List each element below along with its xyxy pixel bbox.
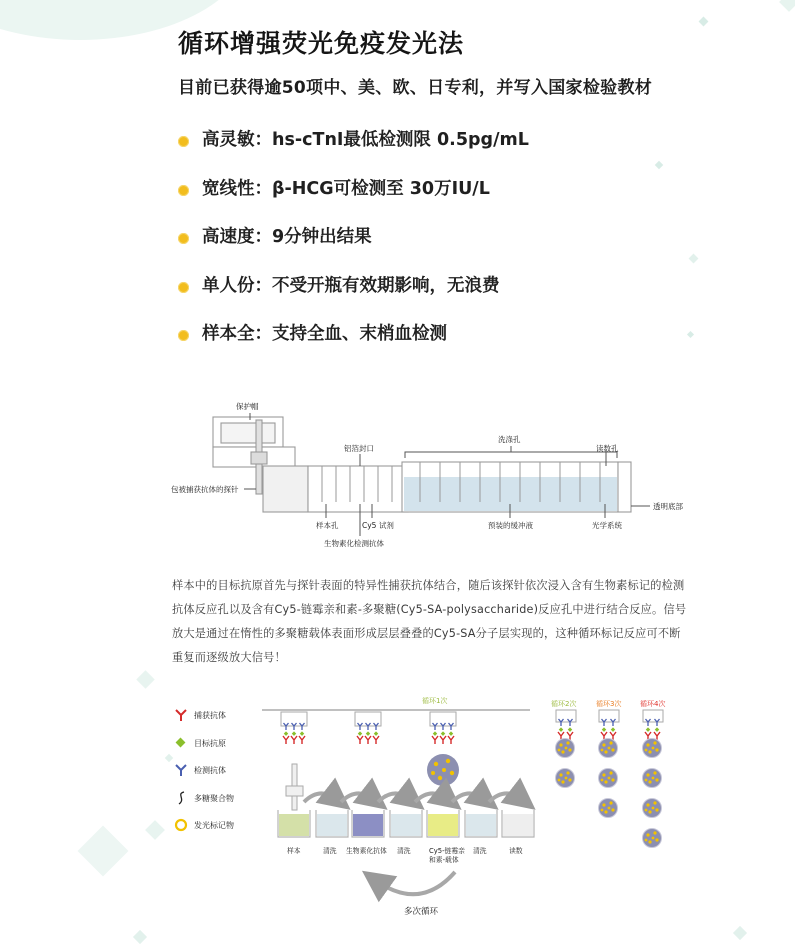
antibody-cluster	[283, 723, 454, 744]
feature-text: 宽线性：β-HCG可检测至 30万IU/L	[202, 178, 490, 199]
page-subtitle: 目前已获得逾50项中、美、欧、日专利，并写入国家检验教材	[178, 78, 653, 98]
page-title: 循环增强荧光免疫发光法	[178, 29, 465, 58]
cycle2-label: 循环2次	[551, 700, 577, 708]
cycle-diagram	[0, 690, 795, 947]
cycle1-label: 循环1次	[422, 697, 448, 705]
cap-label: 保护帽	[236, 402, 259, 411]
reagent-block	[308, 466, 408, 512]
well-sample	[279, 814, 309, 836]
foil-label: 铝箔封口	[344, 444, 374, 453]
wash-label: 洗涤孔	[498, 435, 521, 444]
buffer-label: 预装的缓冲液	[488, 521, 533, 530]
step-label: 生物素化抗体	[346, 847, 387, 855]
feature-text: 样本全：支持全血、末梢血检测	[202, 324, 447, 344]
repeat-arrow	[375, 872, 455, 894]
repeat-label: 多次循环	[404, 907, 439, 917]
cy5-label: Cy5 试剂	[362, 521, 394, 530]
cycle4-label: 循环4次	[640, 700, 666, 708]
bottom-label: 透明底部	[653, 502, 683, 511]
well-cy5	[428, 814, 458, 836]
probe-label: 包被捕获抗体的探针	[171, 485, 239, 494]
sample-well-label: 样本孔	[316, 521, 339, 530]
feature-text: 高灵敏：hs-cTnI最低检测限 0.5pg/mL	[202, 130, 529, 150]
well-wash	[391, 814, 421, 836]
step-label: 清洗	[323, 847, 337, 855]
feature-text: 单人份：不受开瓶有效期影响，无浪费	[202, 275, 500, 296]
well-read	[503, 814, 533, 836]
sample-block	[263, 466, 308, 512]
well-biotin	[353, 814, 383, 836]
read-block	[618, 462, 631, 512]
feature-text: 高速度：9分钟出结果	[202, 227, 372, 247]
description-text: 样本中的目标抗原首先与探针表面的特异性捕获抗体结合，随后该探针依次浸入含有生物素标记的检测抗体反应孔以及含有Cy5-链霉亲和素-多聚糖(Cy5-SA-polysaccharide)反应孔中进行结合反应。信号放大是通过在惰性的多聚糖载体表面形成层层叠叠的Cy5-SA分子层实现的，这种循环标记反应可不断重复而逐级放大信号！	[172, 579, 687, 664]
well-wash	[317, 814, 347, 836]
cap-inner	[221, 423, 275, 443]
well-wash	[466, 814, 496, 836]
polymer-cluster	[427, 754, 459, 786]
diamond-decoration	[136, 670, 154, 688]
step-label-line2: 和素-载体	[429, 856, 459, 864]
cycle3-label: 循环3次	[596, 700, 622, 708]
step-label: 清洗	[473, 847, 487, 855]
probe-head	[251, 452, 267, 464]
step-label: Cy5-链霉亲	[429, 847, 465, 855]
optics-label: 光学系统	[592, 521, 622, 530]
step-label: 样本	[287, 847, 301, 855]
cycle-columns	[556, 719, 662, 848]
read-label: 读数孔	[596, 444, 619, 453]
step-label: 清洗	[397, 847, 411, 855]
probe-grip	[286, 786, 303, 796]
biotin-label: 生物素化检测抗体	[324, 539, 384, 548]
step-label: 读数	[509, 847, 523, 855]
